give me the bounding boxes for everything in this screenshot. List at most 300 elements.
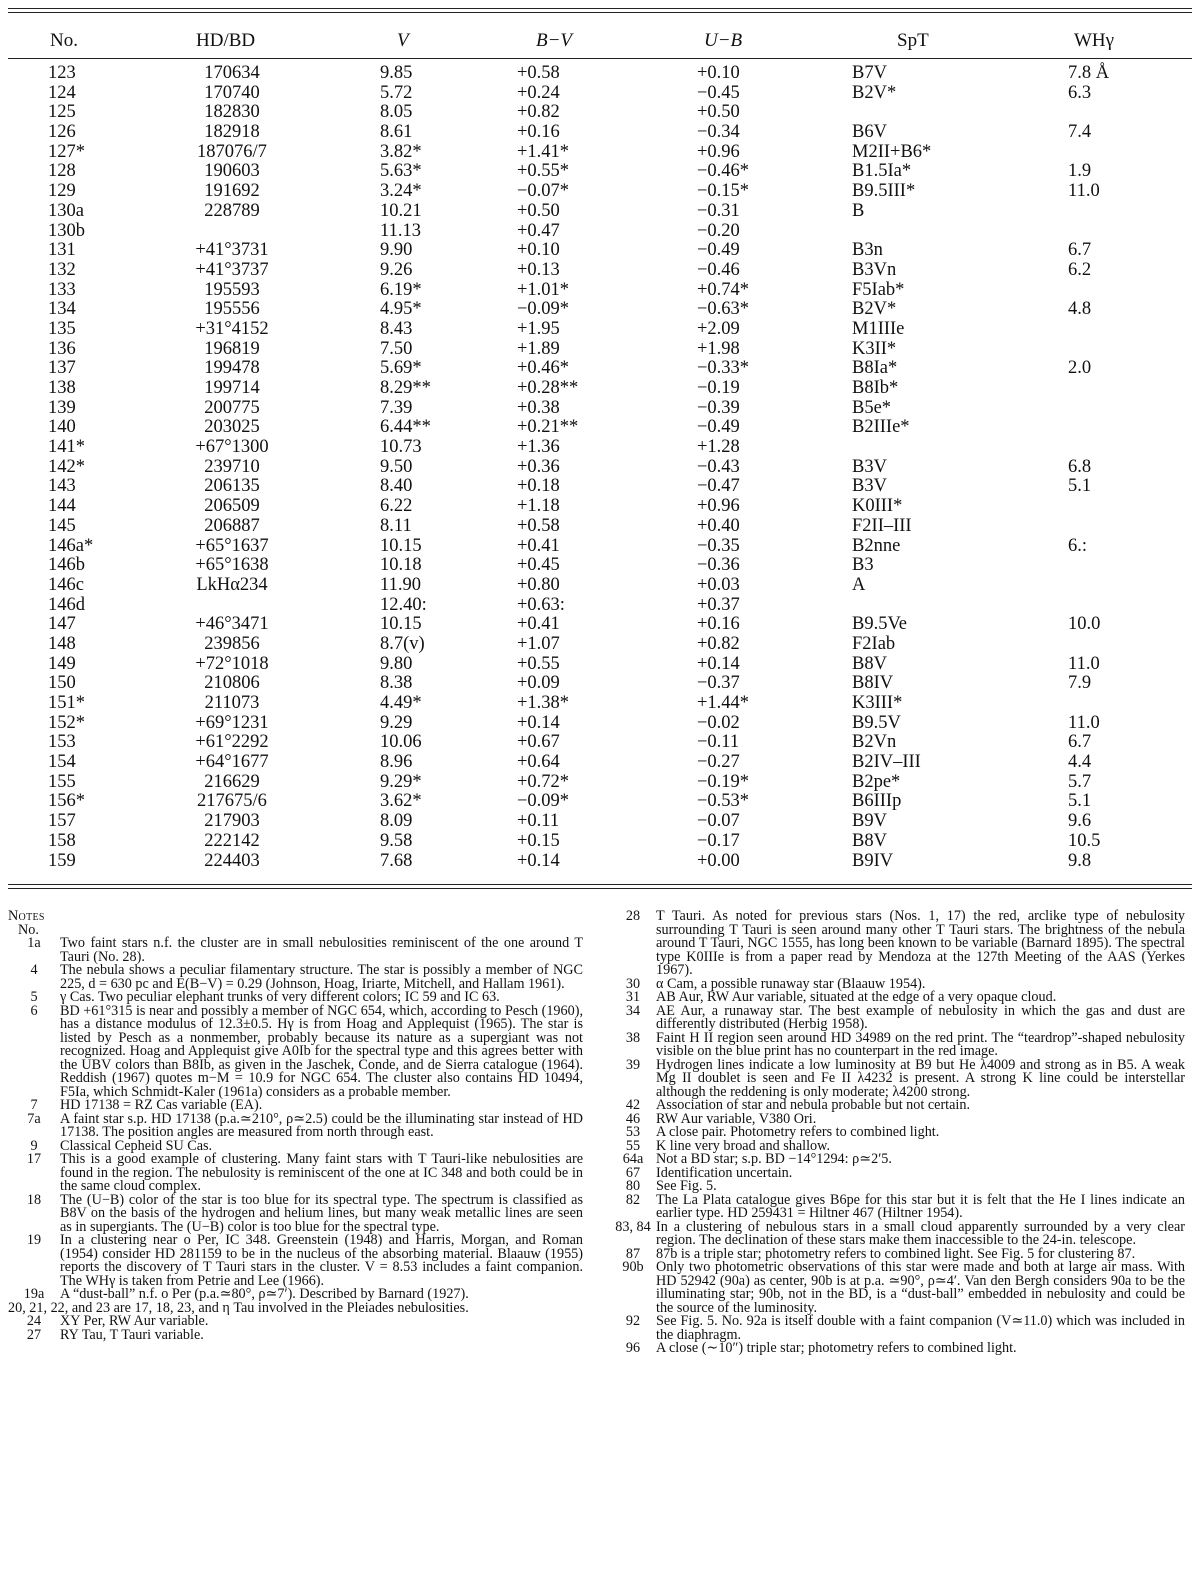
wh-gamma: 5.7 (1068, 771, 1092, 792)
wh-gamma: 4.4 (1068, 752, 1092, 773)
star-number: 125 (48, 102, 76, 123)
note-item (8, 1234, 583, 1288)
star-number: 155 (48, 771, 76, 792)
u-b-color: −0.36 (697, 555, 740, 576)
note-number: 39 (625, 1056, 641, 1073)
wh-gamma: 2.0 (1068, 358, 1092, 379)
table-row (0, 438, 1200, 458)
star-number: 145 (48, 515, 76, 536)
b-v-color: +0.45 (517, 555, 560, 576)
star-number: 144 (48, 496, 76, 517)
u-b-color: +0.50 (697, 102, 740, 123)
v-mag: 7.50 (380, 338, 413, 359)
v-mag: 10.73 (380, 437, 422, 458)
b-v-color: +0.58 (517, 63, 560, 83)
star-number: 147 (48, 614, 76, 635)
wh-gamma: 5.1 (1068, 791, 1092, 812)
header-u-b: U−B (704, 30, 743, 51)
spectral-type: B2V* (852, 82, 897, 103)
star-number: 135 (48, 318, 76, 339)
b-v-color: +0.50 (517, 200, 560, 221)
star-number: 142* (48, 456, 85, 477)
star-number: 140 (48, 417, 76, 438)
note-text: The (U−B) color of the star is too blue for its spectral type. The spectrum is classified as B8V on the basis of the hydrogen and helium lines, but many weak metallic lines are seen as in supergiants. The (U−B) color is too blue for the spectral type. (60, 1191, 583, 1235)
v-mag: 8.29** (380, 378, 431, 398)
header-wh-gamma: WHγ (1074, 30, 1115, 51)
header-b-v: B−V (536, 30, 573, 51)
table-row (0, 202, 1200, 222)
v-mag: 10.15 (380, 614, 422, 635)
note-item (8, 1110, 583, 1140)
hd-bd-id: 217675/6 (197, 791, 267, 812)
b-v-color: +0.11 (517, 811, 560, 832)
wh-gamma: 6.7 (1068, 240, 1092, 261)
header-hd-bd: HD/BD (196, 30, 256, 51)
b-v-color: +0.16 (517, 122, 560, 143)
note-item (8, 964, 583, 991)
star-number: 133 (48, 279, 76, 300)
v-mag: 8.96 (380, 752, 413, 773)
u-b-color: −0.19 (697, 378, 740, 398)
table-row (0, 812, 1200, 832)
spectral-type: B9.5Ve (852, 614, 907, 635)
spectral-type: B2IIIe* (852, 417, 910, 438)
u-b-color: +0.40 (697, 515, 740, 536)
note-number: 6 (30, 1002, 38, 1019)
note-number: 17 (26, 1151, 42, 1167)
hd-bd-id: 224403 (204, 850, 260, 871)
v-mag: 4.95* (380, 299, 422, 320)
u-b-color: +1.98 (697, 338, 740, 359)
v-mag: 8.40 (380, 476, 413, 497)
note-number: 4 (30, 962, 38, 978)
u-b-color: −0.43 (697, 456, 740, 477)
table-row (0, 596, 1200, 616)
table-row (0, 379, 1200, 399)
hd-bd-id: 190603 (204, 161, 260, 182)
wh-gamma: 7.8 Å (1068, 63, 1110, 83)
table-row (0, 64, 1200, 84)
data-table (0, 64, 1200, 871)
note-number: 64a (622, 1151, 644, 1167)
header-no: No. (50, 30, 78, 51)
star-number: 126 (48, 122, 76, 143)
note-text: Association of star and nebula probable but not certain. (656, 1097, 971, 1113)
star-number: 123 (48, 63, 76, 83)
v-mag: 9.29* (380, 771, 422, 792)
v-mag: 10.15 (380, 535, 422, 556)
note-text: Only two photometric observations of this star were made and both at large air mass. With HD 52942 (90a) as center, 90b is at p.a. ≃90°, ρ≃4′. Van den Bergh considers 90a to be the illuminating star; 90b, not in the BD, is a “dust-ball” embedded in nebulosity and could be the source of the luminosity. (656, 1259, 1185, 1316)
spectral-type: M2II+B6* (852, 141, 932, 162)
spectral-type: K0III* (852, 496, 903, 517)
b-v-color: +0.18 (517, 476, 560, 497)
star-number: 136 (48, 338, 76, 359)
note-text: AB Aur, RW Aur variable, situated at the edge of a very opaque cloud. (656, 989, 1057, 1005)
note-number: 7a (27, 1110, 41, 1127)
note-text: In a clustering near o Per, IC 348. Greenstein (1948) and Harris, Morgan, and Roman (1954) consider HD 281159 to be in the nucleus of the absorbing material. Blaauw (1955) reports the discovery of T Tauri stars in the cluster. V = 8.53 includes a faint companion. The WHγ is taken from Petrie and Lee (1966). (60, 1232, 583, 1289)
hd-bd-id: 206887 (204, 515, 260, 536)
u-b-color: +0.00 (697, 850, 740, 871)
hd-bd-id: 199478 (204, 358, 260, 379)
spectral-type: B8Ib* (852, 378, 899, 398)
u-b-color: −0.19* (697, 771, 750, 792)
hd-bd-id: +65°1637 (195, 535, 269, 556)
table-row (0, 852, 1200, 872)
u-b-color: +2.09 (697, 318, 740, 339)
hd-bd-id: 187076/7 (197, 141, 267, 162)
star-number: 130b (48, 220, 85, 241)
table-row (0, 340, 1200, 360)
hd-bd-id: +72°1018 (195, 653, 269, 674)
star-number: 149 (48, 653, 76, 674)
table-row (0, 792, 1200, 812)
v-mag: 5.72 (380, 82, 413, 103)
spectral-type: B9IV (852, 850, 894, 871)
wh-gamma: 11.0 (1068, 181, 1100, 202)
hd-bd-id: 216629 (204, 771, 260, 792)
spectral-type: B2nne (852, 535, 901, 556)
wh-gamma: 10.0 (1068, 614, 1101, 635)
v-mag: 8.7(v) (380, 633, 425, 654)
note-text: See Fig. 5. (656, 1178, 717, 1194)
note-number: 30 (625, 975, 641, 992)
note-number: 53 (625, 1124, 641, 1140)
note-number: 24 (26, 1313, 42, 1329)
v-mag: 7.68 (380, 850, 413, 871)
table-row (0, 537, 1200, 557)
star-number: 131 (48, 240, 76, 261)
v-mag: 8.43 (380, 318, 413, 339)
spectral-type: K3III* (852, 693, 903, 713)
note-number: 55 (625, 1137, 641, 1154)
u-b-color: −0.02 (697, 712, 740, 733)
star-number: 139 (48, 397, 76, 418)
spectral-type: B6IIIp (852, 791, 902, 812)
spectral-type: F5Iab* (852, 279, 905, 300)
notes-left-list (8, 937, 583, 1342)
table-row (0, 399, 1200, 419)
u-b-color: +0.16 (697, 614, 740, 635)
b-v-color: +0.55* (517, 161, 570, 182)
note-text: XY Per, RW Aur variable. (60, 1313, 209, 1329)
v-mag: 8.09 (380, 811, 413, 832)
u-b-color: −0.27 (697, 752, 740, 773)
spectral-type: B9.5V (852, 712, 901, 733)
note-item (610, 1191, 1185, 1221)
note-text: Not a BD star; s.p. BD −14°1294: ρ≃2′5. (656, 1151, 892, 1167)
v-mag: 7.39 (380, 397, 413, 418)
wh-gamma: 7.9 (1068, 673, 1092, 694)
spectral-type: B3 (852, 555, 874, 576)
u-b-color: −0.47 (697, 476, 740, 497)
u-b-color: −0.20 (697, 220, 740, 241)
u-b-color: −0.49 (697, 417, 740, 438)
b-v-color: +1.07 (517, 633, 560, 654)
hd-bd-id: 200775 (204, 397, 260, 418)
star-number: 146b (48, 555, 85, 576)
table-row (0, 222, 1200, 242)
note-number: 87 (625, 1245, 641, 1262)
spectral-type: B2V* (852, 299, 897, 320)
note-number: 90b (622, 1259, 644, 1275)
table-row (0, 281, 1200, 301)
note-text: RW Aur variable, V380 Ori. (656, 1110, 817, 1127)
table-row (0, 123, 1200, 143)
note-item (8, 1191, 583, 1235)
note-number: 34 (625, 1002, 641, 1019)
v-mag: 6.19* (380, 279, 422, 300)
b-v-color: +0.82 (517, 102, 560, 123)
star-number: 137 (48, 358, 76, 379)
table-row (0, 497, 1200, 517)
v-mag: 8.38 (380, 673, 413, 694)
note-text: The nebula shows a peculiar filamentary structure. The star is possibly a member of NGC 225, d = 630 pc and E(B−V) = 0.29 (Johnson, Hoag, Iriarte, Mitchell, and Hallam 1961). (60, 962, 583, 992)
b-v-color: +0.55 (517, 653, 560, 674)
star-number: 146d (48, 594, 85, 615)
hd-bd-id: 211073 (204, 693, 260, 713)
u-b-color: +0.03 (697, 574, 740, 595)
v-mag: 10.21 (380, 200, 422, 221)
spectral-type: K3II* (852, 338, 897, 359)
note-item (8, 1326, 583, 1343)
u-b-color: −0.15* (697, 181, 750, 202)
u-b-color: −0.53* (697, 791, 750, 812)
u-b-color: −0.11 (697, 732, 740, 753)
b-v-color: +0.41 (517, 614, 560, 635)
table-row (0, 84, 1200, 104)
note-text: Identification uncertain. (656, 1164, 793, 1181)
b-v-color: +0.46* (517, 358, 570, 379)
hd-bd-id: 195556 (204, 299, 260, 320)
star-number: 143 (48, 476, 76, 497)
v-mag: 9.50 (380, 456, 413, 477)
table-row (0, 182, 1200, 202)
spectral-type: B (852, 200, 865, 221)
wh-gamma: 10.5 (1068, 830, 1101, 851)
u-b-color: −0.46* (697, 161, 750, 182)
header-v: V (397, 30, 409, 51)
note-text: BD +61°315 is near and possibly a member of NGC 654, which, according to Pesch (1960), has a distance modulus of 12.3±0.5. Hγ is from Hoag and Applequist (1965). The star is listed by Pesch as a nonmember, probably because its nature as a supergiant was not recognized. Hoag and Applequist give A0Ib for the spectral type and this agrees better with the UBV colors than B8Ib, as given in the Jaschek, Conde, and de Sierra catalogue (1964). Reddish (1967) quotes m−M = 10.9 for NGC 654. The cluster also contains HD 10494, F5Ia, which Schmidt-Kaler (1961a) considers as a probable member. (60, 1002, 583, 1100)
b-v-color: +0.10 (517, 240, 560, 261)
hd-bd-id: +69°1231 (195, 712, 269, 733)
u-b-color: −0.34 (697, 122, 740, 143)
b-v-color: +0.67 (517, 732, 560, 753)
note-number: 19 (26, 1232, 42, 1248)
star-number: 128 (48, 161, 76, 182)
notes-title: Notes (8, 908, 45, 924)
note-number: 92 (625, 1313, 641, 1329)
b-v-color: +1.41* (517, 141, 570, 162)
table-row (0, 714, 1200, 734)
table-row (0, 832, 1200, 852)
b-v-color: +0.64 (517, 752, 560, 773)
v-mag: 5.69* (380, 358, 422, 379)
note-text: A close (∼10″) triple star; photometry refers to combined light. (656, 1340, 1017, 1356)
v-mag: 9.85 (380, 63, 413, 83)
u-b-color: +1.28 (697, 437, 740, 458)
notes-left-column (8, 910, 583, 1342)
table-row (0, 103, 1200, 123)
spectral-type: F2Iab (852, 633, 896, 654)
star-number: 130a (48, 200, 84, 221)
note-number: 7 (30, 1097, 38, 1113)
note-item (610, 1261, 1185, 1315)
note-item (8, 1002, 583, 1100)
note-text: The La Plata catalogue gives B6pe for this star but it is felt that the He I lines indicate an earlier type. HD 259431 = Hiltner 467 (Hiltner 1954). (656, 1191, 1185, 1221)
star-number: 132 (48, 259, 76, 280)
hd-bd-id: +65°1638 (195, 555, 269, 576)
note-text: AE Aur, a runaway star. The best example of nebulosity in which the gas and dust are differently distributed (Herbig 1958). (656, 1002, 1185, 1032)
v-mag: 9.26 (380, 259, 413, 280)
spectral-type: A (852, 574, 866, 595)
b-v-color: +1.89 (517, 338, 560, 359)
note-text: A close pair. Photometry refers to combined light. (656, 1124, 940, 1140)
star-number: 138 (48, 378, 76, 398)
b-v-color: +0.41 (517, 535, 560, 556)
hd-bd-id: 239710 (204, 456, 260, 477)
table-row (0, 753, 1200, 773)
bottom-rule (8, 884, 1192, 885)
star-number: 151* (48, 693, 85, 713)
b-v-color: +1.38* (517, 693, 570, 713)
spectral-type: B9.5III* (852, 181, 916, 202)
star-number: 146a* (48, 535, 94, 556)
hd-bd-id: +31°4152 (195, 318, 269, 339)
note-text: Classical Cepheid SU Cas. (60, 1137, 213, 1154)
b-v-color: −0.09* (517, 299, 570, 320)
b-v-color: +0.36 (517, 456, 560, 477)
note-number: 31 (625, 989, 641, 1005)
star-number: 159 (48, 850, 76, 871)
spectral-type: M1IIIe (852, 318, 905, 339)
b-v-color: +0.24 (517, 82, 560, 103)
b-v-color: +0.14 (517, 712, 560, 733)
spectral-type: B3V (852, 476, 887, 497)
table-row (0, 615, 1200, 635)
wh-gamma: 6.8 (1068, 456, 1092, 477)
table-row (0, 162, 1200, 182)
star-number: 146c (48, 574, 84, 595)
v-mag: 3.24* (380, 181, 422, 202)
note-number: 82 (625, 1191, 641, 1208)
note-number: 67 (625, 1164, 641, 1181)
u-b-color: −0.37 (697, 673, 740, 694)
note-text: Two faint stars n.f. the cluster are in small nebulosities reminiscent of the one around T Tauri (No. 28). (60, 935, 583, 965)
spectral-type: B8V (852, 830, 887, 851)
hd-bd-id: 239856 (204, 633, 260, 654)
note-text: Faint H II region seen around HD 34989 on the red print. The “teardrop”-shaped nebulosity visible on the blue print has no counterpart in the red image. (656, 1029, 1185, 1059)
table-row (0, 517, 1200, 537)
b-v-color: +0.09 (517, 673, 560, 694)
hd-bd-id: +67°1300 (195, 437, 269, 458)
v-mag: 8.05 (380, 102, 413, 123)
v-mag: 11.90 (380, 574, 421, 595)
table-row (0, 300, 1200, 320)
u-b-color: −0.49 (697, 240, 740, 261)
wh-gamma: 9.8 (1068, 850, 1092, 871)
hd-bd-id: 206135 (204, 476, 260, 497)
note-text: Hydrogen lines indicate a low luminosity at B9 but He λ4009 and strong as in B5. A weak Mg II doublet is seen and Fe II λ4232 is present. A strong K line could be interstellar although the reddening is only moderate; λ4200 strong. (656, 1056, 1185, 1100)
note-number: 9 (30, 1137, 38, 1154)
v-mag: 11.13 (380, 220, 421, 241)
note-number: 96 (625, 1340, 641, 1356)
u-b-color: −0.07 (697, 811, 740, 832)
note-number: 42 (625, 1097, 641, 1113)
b-v-color: +0.47 (517, 220, 560, 241)
note-item (610, 1002, 1185, 1032)
header-rule (8, 58, 1192, 59)
star-number: 158 (48, 830, 76, 851)
note-text: HD 17138 = RZ Cas variable (EA). (60, 1097, 263, 1113)
wh-gamma: 11.0 (1068, 712, 1100, 733)
star-number: 150 (48, 673, 76, 694)
u-b-color: +0.37 (697, 594, 740, 615)
spectral-type: B2IV–III (852, 752, 921, 773)
table-row (0, 674, 1200, 694)
v-mag: 9.58 (380, 830, 413, 851)
note-number: 18 (26, 1191, 42, 1208)
spectral-type: B8Ia* (852, 358, 898, 379)
note-item (610, 1056, 1185, 1100)
v-mag: 10.06 (380, 732, 422, 753)
top-rule (8, 8, 1192, 9)
v-mag: 9.90 (380, 240, 413, 261)
u-b-color: −0.33* (697, 358, 750, 379)
bottom-rule (8, 888, 1192, 889)
note-item (610, 910, 1185, 978)
hd-bd-id: LkHα234 (196, 574, 268, 595)
star-number: 129 (48, 181, 76, 202)
spectral-type: B2pe* (852, 771, 901, 792)
hd-bd-id: +46°3471 (195, 614, 269, 635)
v-mag: 4.49* (380, 693, 422, 713)
table-row (0, 477, 1200, 497)
u-b-color: +0.10 (697, 63, 740, 83)
spectral-type: B6V (852, 122, 887, 143)
wh-gamma: 6.7 (1068, 732, 1092, 753)
b-v-color: +0.28** (517, 378, 579, 398)
v-mag: 3.62* (380, 791, 422, 812)
note-item (610, 1218, 1185, 1248)
b-v-color: +1.95 (517, 318, 560, 339)
b-v-color: −0.09* (517, 791, 570, 812)
table-row (0, 635, 1200, 655)
b-v-color: +1.36 (517, 437, 560, 458)
note-number: 5 (30, 989, 38, 1005)
hd-bd-id: 217903 (204, 811, 260, 832)
hd-bd-id: +61°2292 (195, 732, 269, 753)
u-b-color: −0.35 (697, 535, 740, 556)
hd-bd-id: +41°3731 (195, 240, 269, 261)
hd-bd-id: 182830 (204, 102, 260, 123)
u-b-color: −0.63* (697, 299, 750, 320)
v-mag: 8.61 (380, 122, 413, 143)
hd-bd-id: +41°3737 (195, 259, 269, 280)
hd-bd-id: 203025 (204, 417, 260, 438)
note-text: K line very broad and shallow. (656, 1137, 831, 1154)
header-spt: SpT (897, 30, 929, 51)
v-mag: 5.63* (380, 161, 422, 182)
wh-gamma: 6.3 (1068, 82, 1092, 103)
note-text: RY Tau, T Tauri variable. (60, 1326, 204, 1343)
v-mag: 9.80 (380, 653, 413, 674)
u-b-color: −0.45 (697, 82, 740, 103)
spectral-type: B8V (852, 653, 887, 674)
note-number: 46 (625, 1110, 641, 1127)
b-v-color: +1.18 (517, 496, 560, 517)
note-number: 19a (23, 1286, 45, 1302)
b-v-color: +0.15 (517, 830, 560, 851)
